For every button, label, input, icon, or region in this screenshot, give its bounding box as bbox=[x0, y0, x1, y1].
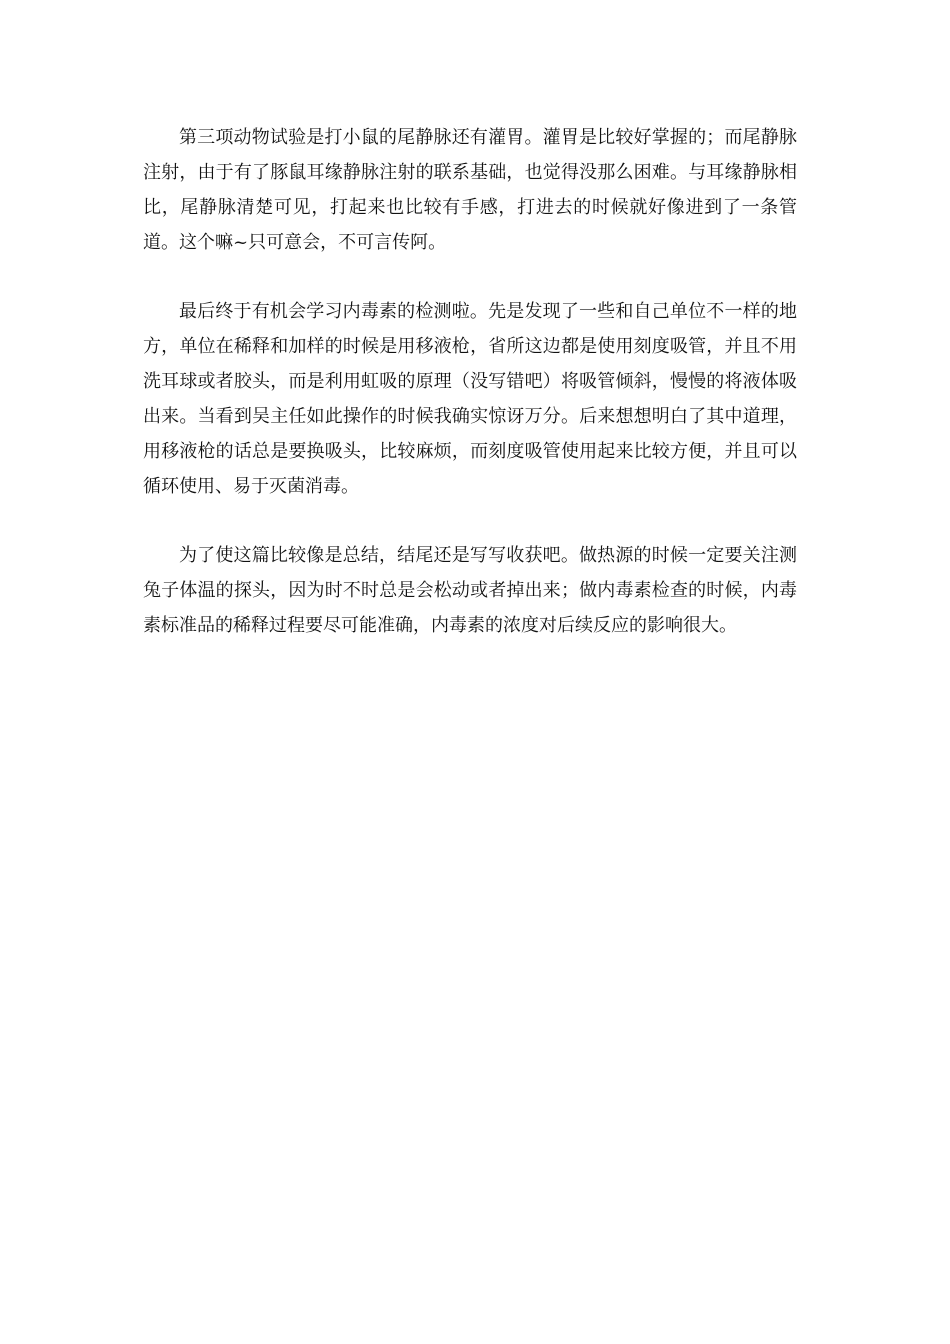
paragraph-1: 第三项动物试验是打小鼠的尾静脉还有灌胃。灌胃是比较好掌握的；而尾静脉注射，由于有了豚鼠耳缘静脉注射的联系基础，也觉得没那么困难。与耳缘静脉相比，尾静脉清楚可见，打起来也比较有手感，打进去的时候就好像进到了一条管道。这个嘛~只可意会，不可言传阿。 bbox=[143, 127, 797, 253]
paragraph-2: 最后终于有机会学习内毒素的检测啦。先是发现了一些和自己单位不一样的地方，单位在稀释和加样的时候是用移液枪，省所这边都是使用刻度吸管，并且不用洗耳球或者胶头，而是利用虹吸的原理（没写错吧）将吸管倾斜，慢慢的将液体吸出来。当看到吴主任如此操作的时候我确实惊讶万分。后来想想明白了其中道理，用移液枪的话总是要换吸头，比较麻烦，而刻度吸管使用起来比较方便，并且可以循环使用、易于灭菌消毒。 bbox=[143, 301, 797, 497]
paragraph-3: 为了使这篇比较像是总结，结尾还是写写收获吧。做热源的时候一定要关注测兔子体温的探头，因为时不时总是会松动或者掉出来；做内毒素检查的时候，内毒素标准品的稀释过程要尽可能准确，内毒素的浓度对后续反应的影响很大。 bbox=[143, 545, 797, 636]
document-body bbox=[143, 120, 797, 677]
